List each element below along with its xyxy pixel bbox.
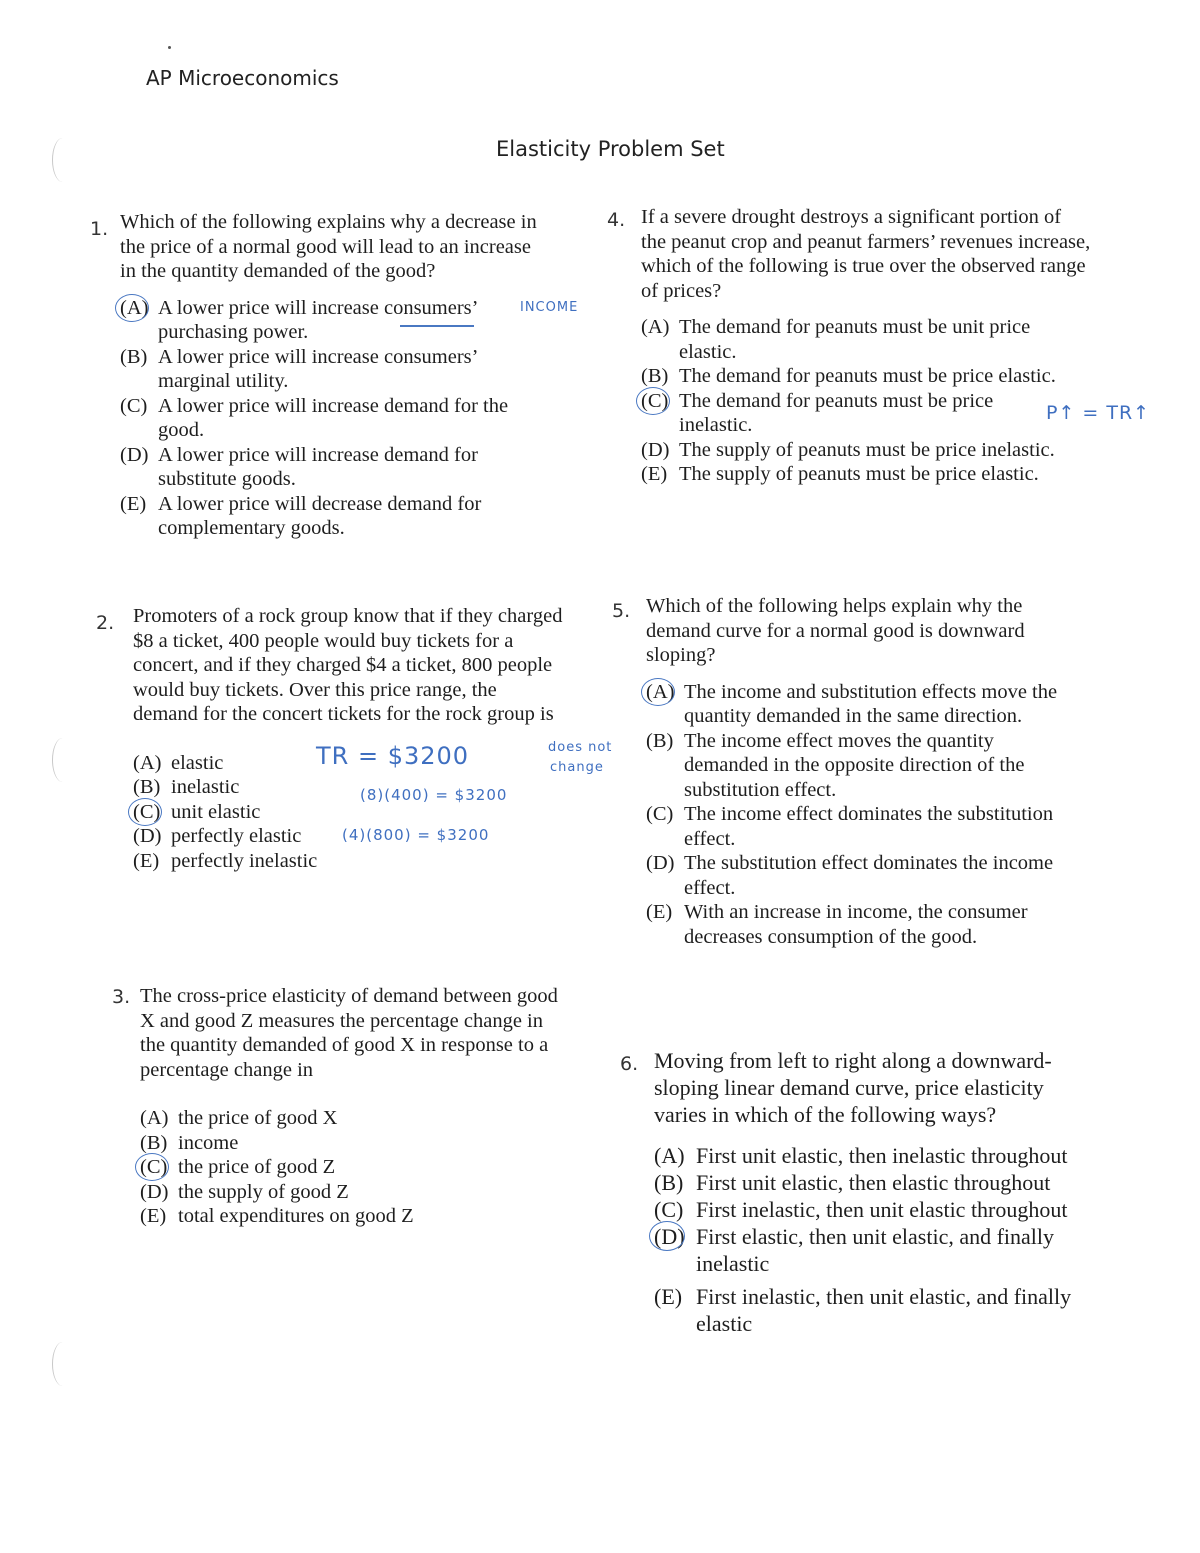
option-e (133, 849, 563, 874)
option-e (641, 462, 1101, 487)
question-stem: Which of the following explains why a decrease in the price of a normal good will lead to an increase in the quantity demanded of the good? (120, 211, 537, 282)
question-stem: If a severe drought destroys a significant portion of the peanut crop and peanut farmers’ revenues increase, which of the following is true over the observed range of prices? (641, 206, 1091, 302)
option-b (641, 364, 1101, 389)
binder-hole-mark (52, 738, 73, 782)
option-text: First elastic, then unit elastic, and finally inelastic (696, 1224, 1055, 1276)
option-text: elastic (171, 751, 224, 774)
option-e (646, 900, 1106, 949)
option-list (646, 680, 1106, 950)
option-text: income (178, 1131, 239, 1154)
option-letter: (B) (140, 1131, 168, 1154)
question-1 (90, 210, 550, 541)
option-text: A lower price will increase consumers’ purchasing power. (158, 296, 477, 343)
option-letter: (C) (120, 394, 148, 417)
question-stem: Promoters of a rock group know that if they charged $8 a ticket, 400 people would buy tickets for a concert, and if they charged $4 a ticket, 800 people would buy tickets. Over this price range, the demand for the concert tickets for the rock group is (133, 605, 563, 725)
option-letter: (D) (641, 438, 670, 461)
option-letter: (E) (646, 901, 673, 923)
option-text: total expenditures on good Z (178, 1205, 414, 1227)
handwritten-note: change (550, 760, 604, 775)
option-letter: (E) (140, 1205, 167, 1227)
option-e (654, 1283, 1104, 1337)
question-stem: Which of the following helps explain why the demand curve for a normal good is downward sloping? (646, 595, 1025, 666)
option-text: A lower price will increase demand for substitute goods. (158, 443, 478, 490)
option-e (140, 1204, 570, 1229)
option-b (646, 729, 1106, 803)
option-letter: (D) (654, 1223, 696, 1277)
option-d (654, 1223, 1104, 1277)
option-text: The supply of peanuts must be price inelastic. (679, 438, 1055, 461)
question-number: 5. (612, 600, 631, 622)
option-a (641, 315, 1101, 364)
option-text: perfectly elastic (171, 825, 302, 847)
option-letter: (E) (133, 849, 160, 872)
option-c (641, 389, 1101, 438)
option-text: First inelastic, then unit elastic, and finally elastic (696, 1284, 1072, 1336)
option-text: First unit elastic, then inelastic throughout (696, 1143, 1068, 1168)
option-letter: (C) (641, 389, 679, 438)
option-text: The demand for peanuts must be unit price elastic. (679, 316, 1031, 363)
handwritten-note: (4)(800) = $3200 (342, 826, 490, 844)
option-a (140, 1106, 570, 1131)
option-text: The income effect dominates the substitution effect. (684, 803, 1054, 850)
handwritten-underline (400, 325, 474, 327)
option-text: A lower price will decrease demand for complementary goods. (158, 492, 482, 539)
option-list (654, 1142, 1104, 1337)
option-letter: (C) (140, 1155, 178, 1180)
option-letter: (B) (646, 729, 674, 752)
handwritten-note: (8)(400) = $3200 (360, 786, 508, 804)
page-dot (168, 46, 171, 49)
option-text: A lower price will increase consumers’ marginal utility. (158, 345, 477, 392)
question-stem: The cross-price elasticity of demand between good X and good Z measures the percentage change in the quantity demanded of good X in response to a percentage change in (140, 985, 558, 1081)
option-letter: (B) (654, 1170, 684, 1195)
option-letter: (E) (120, 492, 147, 515)
option-list (641, 315, 1101, 487)
handwritten-note: P↑ = TR↑ (1046, 402, 1151, 424)
option-text: The supply of peanuts must be price elastic. (679, 463, 1039, 485)
option-letter: (C) (654, 1197, 684, 1222)
option-d (641, 438, 1101, 463)
question-number: 4. (607, 209, 626, 231)
option-letter: (E) (641, 463, 668, 485)
option-e (120, 492, 550, 541)
question-3 (112, 984, 570, 1229)
option-text: unit elastic (171, 800, 261, 823)
option-letter: (A) (133, 751, 162, 774)
option-c (140, 1155, 570, 1180)
option-text: The demand for peanuts must be price elastic. (679, 365, 1056, 387)
option-text: First unit elastic, then elastic throughout (696, 1170, 1051, 1195)
option-text: The demand for peanuts must be price inelastic. (679, 389, 994, 436)
option-text: First inelastic, then unit elastic throughout (696, 1197, 1068, 1222)
option-b (654, 1169, 1104, 1196)
option-letter: (D) (140, 1180, 169, 1203)
page-title: Elasticity Problem Set (496, 137, 725, 161)
option-letter: (B) (641, 365, 669, 387)
question-5 (612, 594, 1106, 949)
course-title: AP Microeconomics (146, 66, 339, 90)
option-letter: (A) (654, 1143, 685, 1168)
option-d (646, 851, 1106, 900)
option-text: The income and substitution effects move the quantity demanded in the same direction. (684, 680, 1058, 727)
handwritten-note: INCOME (520, 300, 579, 315)
handwritten-note: TR = $3200 (316, 742, 470, 770)
option-d (140, 1180, 570, 1205)
option-text: the supply of good Z (178, 1180, 349, 1203)
option-letter: (A) (646, 680, 684, 729)
question-4 (607, 205, 1101, 487)
option-d (120, 443, 550, 492)
option-c (654, 1196, 1104, 1223)
option-letter: (D) (646, 852, 675, 874)
option-a (120, 296, 550, 345)
option-a (646, 680, 1106, 729)
option-letter: (E) (654, 1284, 683, 1309)
question-stem: Moving from left to right along a downward-sloping linear demand curve, price elasticity varies in which of the following ways? (654, 1048, 1052, 1127)
option-letter: (C) (133, 800, 171, 825)
option-text: inelastic (171, 776, 240, 798)
option-text: The substitution effect dominates the income effect. (684, 852, 1054, 899)
option-text: A lower price will increase demand for the good. (158, 394, 509, 441)
option-text: the price of good X (178, 1107, 338, 1129)
option-b (140, 1131, 570, 1156)
option-letter: (A) (641, 316, 670, 338)
handwritten-note: does not (548, 740, 613, 755)
option-letter: (D) (120, 443, 149, 466)
question-number: 6. (620, 1053, 639, 1075)
option-b (120, 345, 550, 394)
question-number: 3. (112, 986, 131, 1008)
option-c (646, 802, 1106, 851)
option-letter: (C) (646, 803, 674, 825)
question-6 (620, 1047, 1104, 1337)
option-a (654, 1142, 1104, 1169)
question-number: 1. (90, 218, 109, 240)
option-letter: (A) (140, 1107, 169, 1129)
option-text: With an increase in income, the consumer decreases consumption of the good. (684, 901, 1028, 948)
option-letter: (B) (133, 776, 161, 798)
question-number: 2. (96, 612, 115, 634)
option-list (140, 1106, 570, 1229)
option-text: perfectly inelastic (171, 849, 318, 872)
option-letter: (B) (120, 345, 148, 368)
option-text: The income effect moves the quantity demanded in the opposite direction of the substitution effect. (684, 729, 1025, 801)
option-letter: (A) (120, 296, 158, 345)
option-text: the price of good Z (178, 1156, 336, 1178)
binder-hole-mark (52, 138, 73, 182)
option-list (120, 296, 550, 541)
binder-hole-mark (52, 1342, 73, 1386)
option-c (120, 394, 550, 443)
option-letter: (D) (133, 825, 162, 847)
